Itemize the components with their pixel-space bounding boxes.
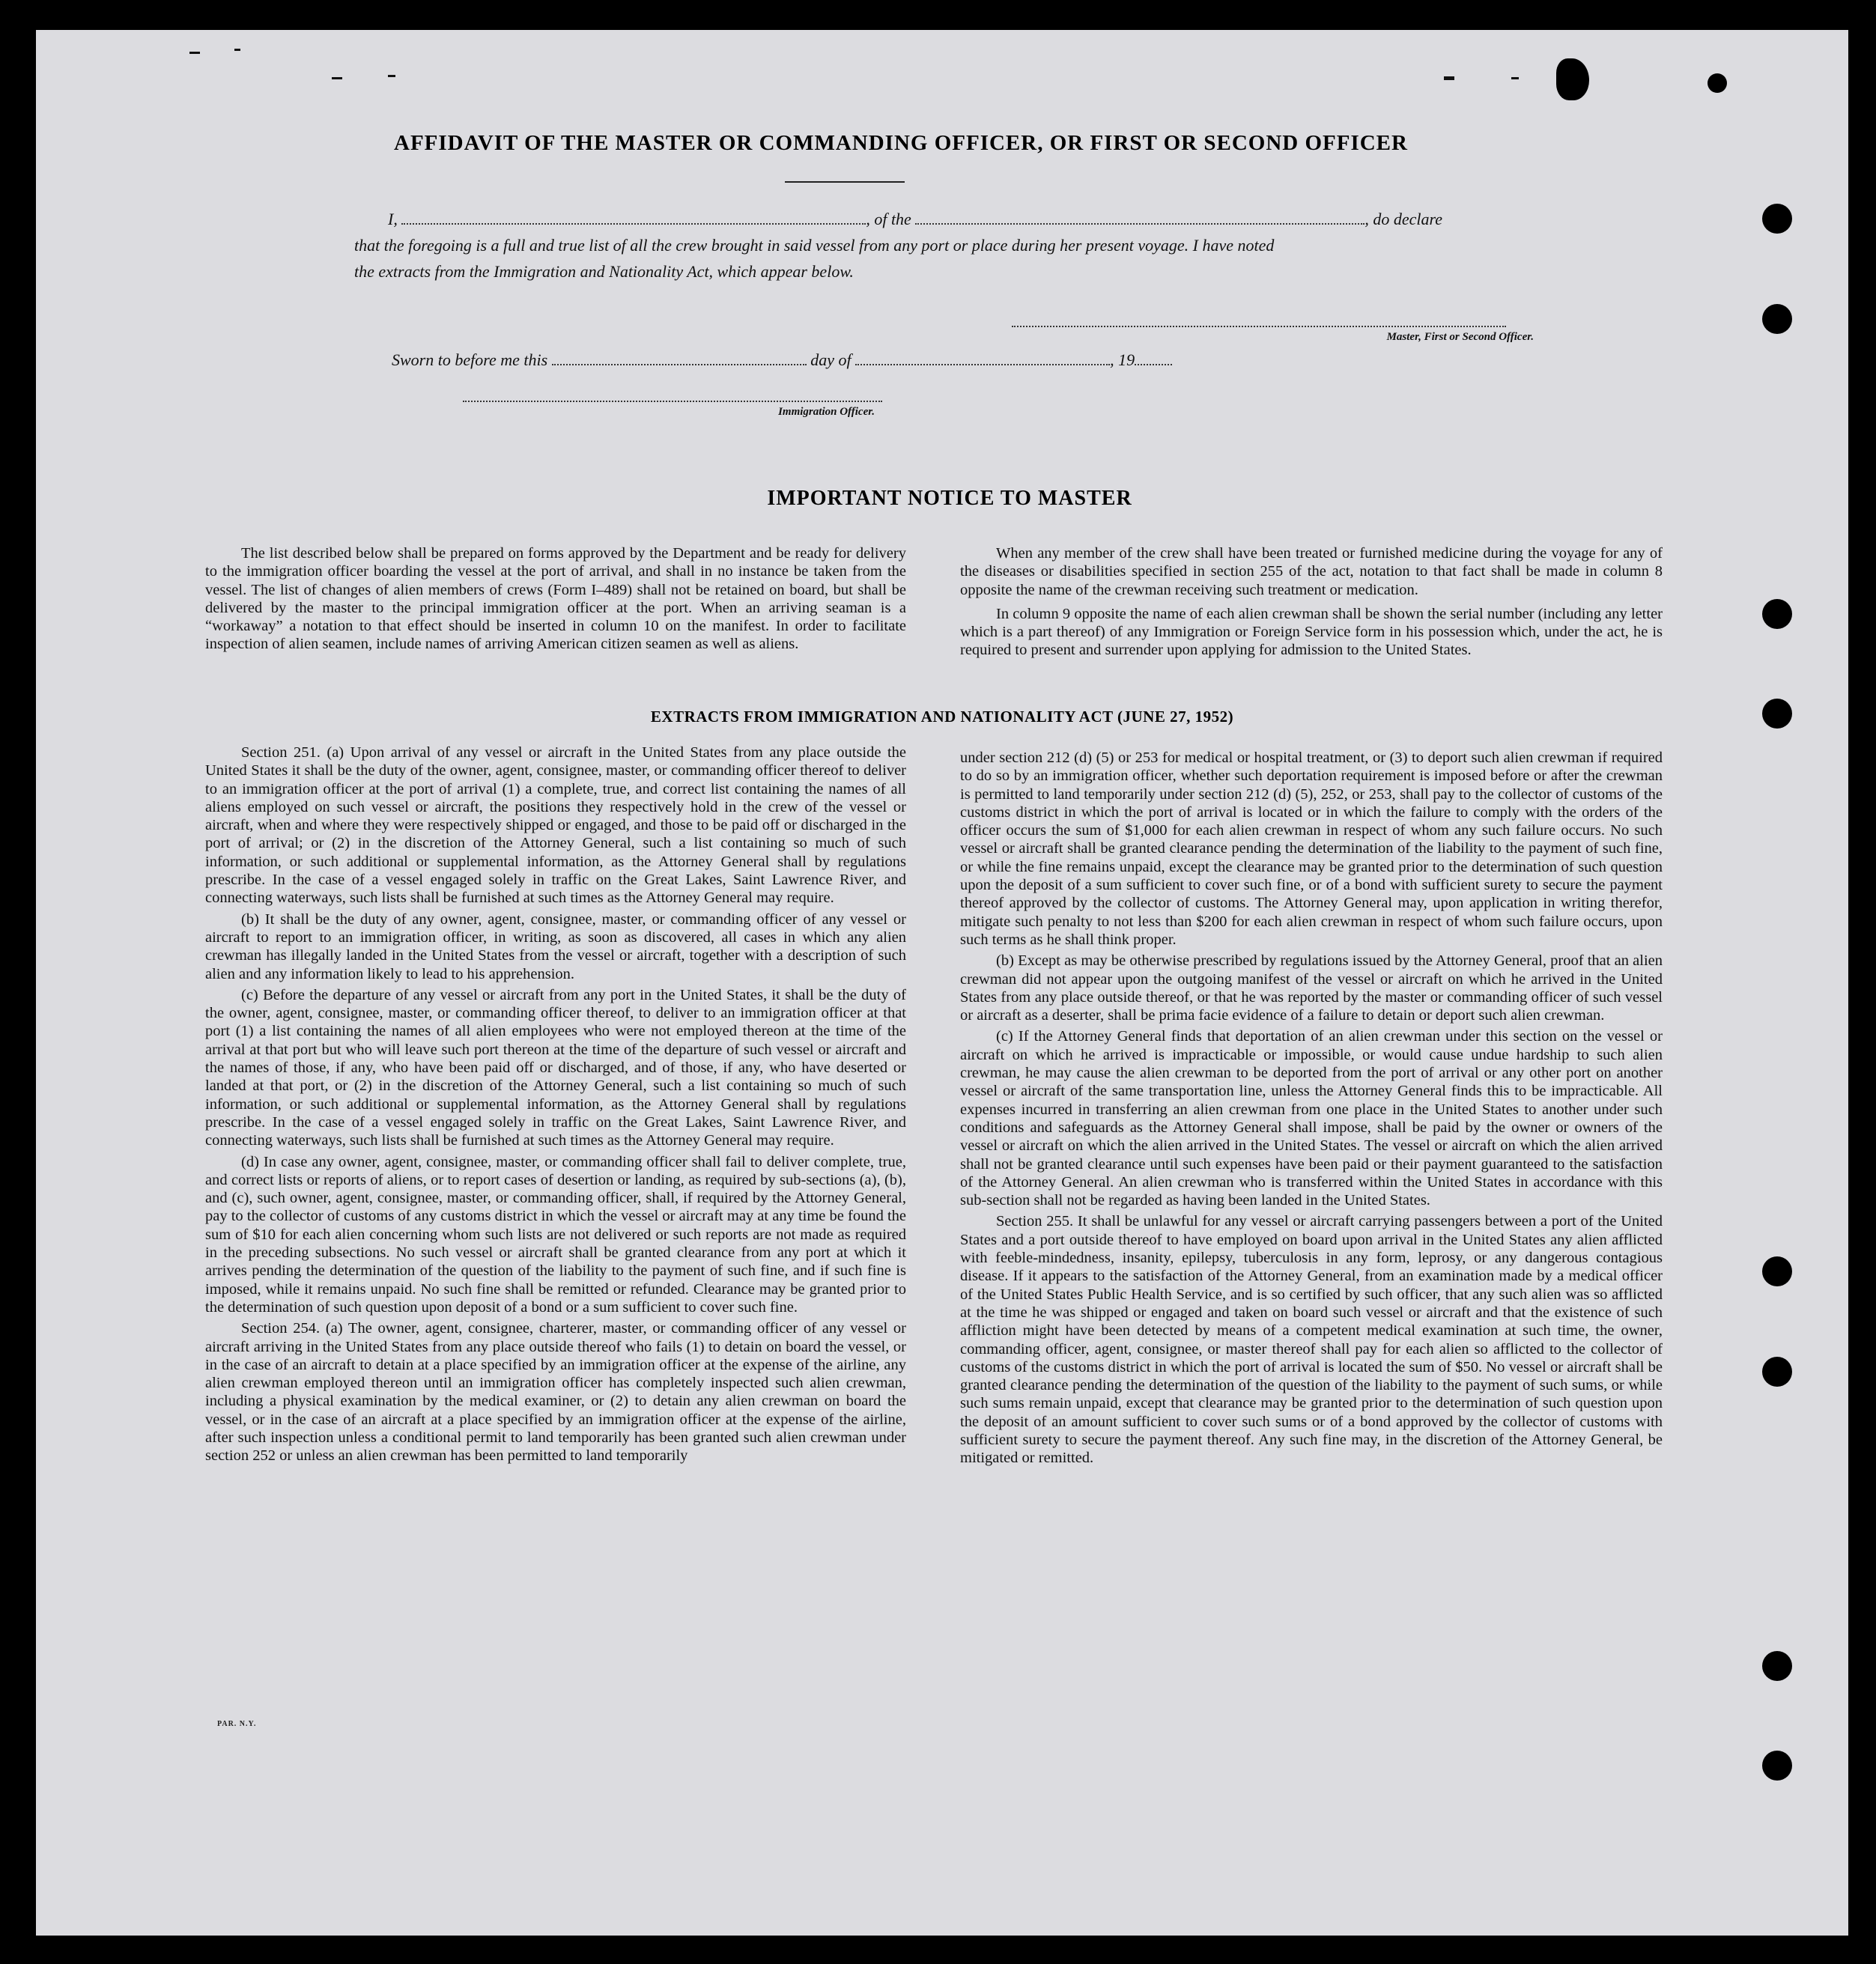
affidavit-title: AFFIDAVIT OF THE MASTER OR COMMANDING OFFICER, OR FIRST OR SECOND OFFICER <box>394 131 1408 155</box>
notice-right-paragraph-1: When any member of the crew shall have been treated or furnished medicine during the voyage for any of the diseases or disabilities specified in section 255 of the act, notation to that fact shall be made in column 8 opposite the name of the crewman receiving such treatment or medication. <box>960 545 1663 598</box>
name-field[interactable] <box>401 223 866 225</box>
sworn-year-label: , 19 <box>1110 350 1135 369</box>
sworn-month-field[interactable] <box>855 364 1110 365</box>
speck-mark <box>1511 77 1519 79</box>
extracts-right-column <box>960 749 1663 1471</box>
form-page <box>36 30 1848 1936</box>
sworn-prefix-label: Sworn to before me this <box>392 350 548 369</box>
section-254c-paragraph: (c) If the Attorney General finds that deportation of an alien crewman under this section on the vessel or aircraft on which he arrived is impracticable or impossible, or would cause undue hardship to such alien crewman, he may cause the alien crewman to be deported from the port of arrival or any other port on another vessel or aircraft of the same transportation line, unless the Attorney General finds this to be impracticable. All expenses incurred in transferring an alien crewman from one place in the United States to another under such conditions and safeguards as the Attorney General shall impose, shall be paid by the owner or owners of the vessel or aircraft on which the alien arrived in the United States. The vessel or aircraft on which the alien arrived shall not be granted clearance until such expenses have been paid or their payment guaranteed to the satisfaction of the Attorney General. An alien crewman who is transferred within the United States in accordance with this sub-section shall not be regarded as having been landed in the United States. <box>960 1028 1663 1209</box>
sworn-day-label: day of <box>810 350 852 369</box>
declare-i-label: I, <box>388 210 398 228</box>
notice-left-column <box>205 544 906 657</box>
vessel-field[interactable] <box>915 223 1364 225</box>
sworn-year-field[interactable] <box>1135 364 1172 365</box>
punch-hole-icon <box>1762 1651 1792 1681</box>
section-254a-continued-paragraph: under section 212 (d) (5) or 253 for medical or hospital treatment, or (3) to deport such alien crewman if required to do so by an immigration officer, whether such deportation requirement is imposed before or after the crewman is permitted to land temporarily under section 212 (d) (5), 252, or 253, shall pay to the collector of customs of the customs district in which the port of arrival is located or in which the failure to comply with the orders of the officer occurs the sum of $1,000 for each alien crewman in respect of whom any such failure occurs. No such vessel or aircraft shall be granted clearance pending the determination of the liability to the payment of such fine, or while the fine remains unpaid, except the clearance may be granted prior to the determination of such question upon the deposit of a sum sufficient to cover such fine, or of a bond with sufficient surety to secure the payment thereof approved by the collector of customs. The Attorney General may, upon application in writing therefor, mitigate such penalty to not less than $200 for each alien crewman in respect of whom such failure occurs, upon such terms as he shall think proper. <box>960 750 1663 948</box>
section-254a-paragraph: Section 254. (a) The owner, agent, consignee, charterer, master, or commanding officer of any vessel or aircraft arriving in the United States from any place outside thereof who fails (1) to detain on board the vessel, or in the case of an aircraft to detain at a place specified by an immigration officer at the expense of the airline, any alien crewman employed thereon until an immigration officer has completely inspected such alien crewman, including a physical examination by the medical examiner, or (2) to detain any alien crewman on board the vessel, or in the case of an aircraft at a place specified by an immigration officer at the expense of the airline, after such inspection unless a conditional permit to land temporarily has been granted such alien crewman under section 252 or unless an alien crewman has been permitted to land temporarily <box>205 1320 906 1465</box>
punch-hole-icon <box>1762 599 1792 629</box>
punch-hole-icon <box>1762 304 1792 334</box>
officer-signature-line[interactable] <box>463 401 882 402</box>
declare-of-the-label: , of the <box>866 210 911 228</box>
officer-caption: Immigration Officer. <box>778 406 875 418</box>
section-255-paragraph: Section 255. It shall be unlawful for any vessel or aircraft carrying passengers between a port of the United States and a port outside thereof to have employed on board upon arrival in the United States any alien afflicted with feeble-mindedness, insanity, epilepsy, tuberculosis in any form, leprosy, or any dangerous contagious disease. If it appears to the satisfaction of the Attorney General, from an examination made by a medical officer of the United States Public Health Service, and is so certified by such officer, that any such alien was so afflicted at the time he was shipped or engaged and taken on board such vessel or aircraft and that the existence of such affliction might have been detected by means of a competent medical examination at such time, the owner, commanding officer, agent, consignee, or master thereof shall pay for each alien so afflicted to the collector of customs of the customs district in which the port of arrival is located the sum of $50. No vessel or aircraft shall be granted clearance pending the determination of the question of the liability to the payment of such sums, or while such sums remain unpaid, except that clearance may be granted prior to the determination of such question upon the deposit of an amount sufficient to cover such sums or of a bond approved by the collector of customs with sufficient surety to secure the payment thereof. Any such fine may, in the discretion of the Attorney General, be mitigated or remitted. <box>960 1213 1663 1467</box>
speck-mark <box>1444 76 1454 80</box>
punch-hole-icon <box>1762 204 1792 234</box>
torn-hole-icon <box>1556 58 1589 100</box>
section-251b-paragraph: (b) It shall be the duty of any owner, agent, consignee, master, or commanding officer of any vessel or aircraft to report to an immigration officer, in writing, as soon as discovered, all cases in which any alien crewman has illegally landed in the United States from the vessel or aircraft, together with a description of such alien and any information likely to lead to his apprehension. <box>205 910 906 982</box>
punch-hole-icon <box>1762 1256 1792 1286</box>
declare-end-label: , do declare <box>1364 210 1442 228</box>
notice-left-paragraph: The list described below shall be prepared on forms approved by the Department and be ready for delivery to the immigration officer boarding the vessel at the port of arrival, and shall in no instance be taken from the vessel. The list of changes of alien members of crews (Form I–489) shall not be retained on board, but shall be delivered by the master to the principal immigration officer at the port. When an arriving seaman is a “workaway” a notation to that effect should be inserted in column 10 on the manifest. In order to facilitate inspection of alien seamen, include names of arriving American citizen seamen as well as aliens. <box>205 545 906 653</box>
title-rule <box>785 181 905 183</box>
master-signature-line[interactable] <box>1012 326 1506 327</box>
speck-mark <box>234 49 240 51</box>
section-251a-paragraph: Section 251. (a) Upon arrival of any vessel or aircraft in the United States from any place outside the United States it shall be the duty of the owner, agent, consignee, master, or commanding officer thereof to deliver to an immigration officer at the port of arrival (1) a complete, true, and correct list containing the names of all aliens employed on such vessel or aircraft, the positions they respectively hold in the crew of the vessel or aircraft, when and where they were respectively shipped or engaged, and those to be paid off or discharged in the port of arrival; or (2) in the discretion of the Attorney General, such a list containing so much of such information, or such additional or supplemental information, as the Attorney General shall by regulations prescribe. In the case of a vessel engaged solely in traffic on the Great Lakes, Saint Lawrence River, and connecting waterways, such lists shall be furnished at such times as the Attorney General may require. <box>205 744 906 907</box>
printer-mark: PAR. N.Y. <box>217 1720 257 1728</box>
section-251d-paragraph: (d) In case any owner, agent, consignee, master, or commanding officer shall fail to deliver complete, true, and correct lists or reports of aliens, or to report cases of desertion or landing, as required by sub-sections (a), (b), and (c), such owner, agent, consignee, master, or commanding officer, shall, if required by the Attorney General, pay to the collector of customs of any customs district in which the vessel or aircraft may at any time be found the sum of $10 for each alien concerning whom such lists are not delivered or such reports are not made as required in the preceding subsections. No such vessel or aircraft shall be granted clearance from any port at which it arrives pending the determination of the question of the liability to the payment of such fine, and if such fine is imposed, while it remains unpaid. No such fine shall be remitted or refunded. Clearance may be granted prior to the determination of such question upon deposit of a bond or a sum sufficient to cover such fine. <box>205 1153 906 1316</box>
speck-mark <box>388 75 395 77</box>
notice-right-paragraph-2: In column 9 opposite the name of each alien crewman shall be shown the serial number (including any letter which is a part thereof) of any Immigration or Foreign Service form in his possession which, under the act, he is required to present and surrender upon applying for admission to the United States. <box>960 605 1663 659</box>
extracts-title: EXTRACTS FROM IMMIGRATION AND NATIONALITY ACT (JUNE 27, 1952) <box>650 708 1234 726</box>
punch-hole-icon <box>1762 699 1792 729</box>
punch-hole-icon <box>1762 1357 1792 1387</box>
sworn-line <box>392 350 1290 370</box>
master-caption: Master, First or Second Officer. <box>1386 331 1534 343</box>
statement-line-1: that the foregoing is a full and true list of all the crew brought in said vessel from any port or place during her present voyage. I have noted <box>354 236 1275 255</box>
notice-right-column <box>960 544 1663 663</box>
speck-mark <box>332 77 342 79</box>
sworn-date-field[interactable] <box>552 364 807 365</box>
punch-hole-icon <box>1707 73 1727 93</box>
section-254b-paragraph: (b) Except as may be otherwise prescribed by regulations issued by the Attorney General, proof that an alien crewman did not appear upon the outgoing manifest of the vessel or aircraft on which he arrived in the United States from any place outside thereof, or that he was reported by the master or commanding officer of such vessel or aircraft as a deserter, shall be prima facie evidence of a failure to detain or deport such alien crewman. <box>960 952 1663 1024</box>
statement-line-2: the extracts from the Immigration and Nationality Act, which appear below. <box>354 262 854 281</box>
notice-title: IMPORTANT NOTICE TO MASTER <box>767 487 1132 510</box>
punch-hole-icon <box>1762 1751 1792 1781</box>
declaration-line <box>388 210 1556 229</box>
extracts-left-column <box>205 744 906 1468</box>
section-251c-paragraph: (c) Before the departure of any vessel or aircraft from any port in the United States, it shall be the duty of the owner, agent, consignee, master, or commanding officer thereof, to deliver to an immigration officer at that port (1) a list containing the names of all alien employees who were not employed thereon at the time of the arrival at that port but who will leave such port thereon at the time of the departure of such vessel or aircraft and the names of those, if any, who have been paid off or discharged, and of those, if any, who have deserted or landed at that port, or (2) in the discretion of the Attorney General, such a list containing so much of such information, or such additional or supplemental information, as the Attorney General shall by regulations prescribe. In the case of a vessel engaged solely in traffic on the Great Lakes, Saint Lawrence River, and connecting waterways, such lists shall be furnished at such times as the Attorney General may require. <box>205 986 906 1149</box>
speck-mark <box>189 52 200 54</box>
